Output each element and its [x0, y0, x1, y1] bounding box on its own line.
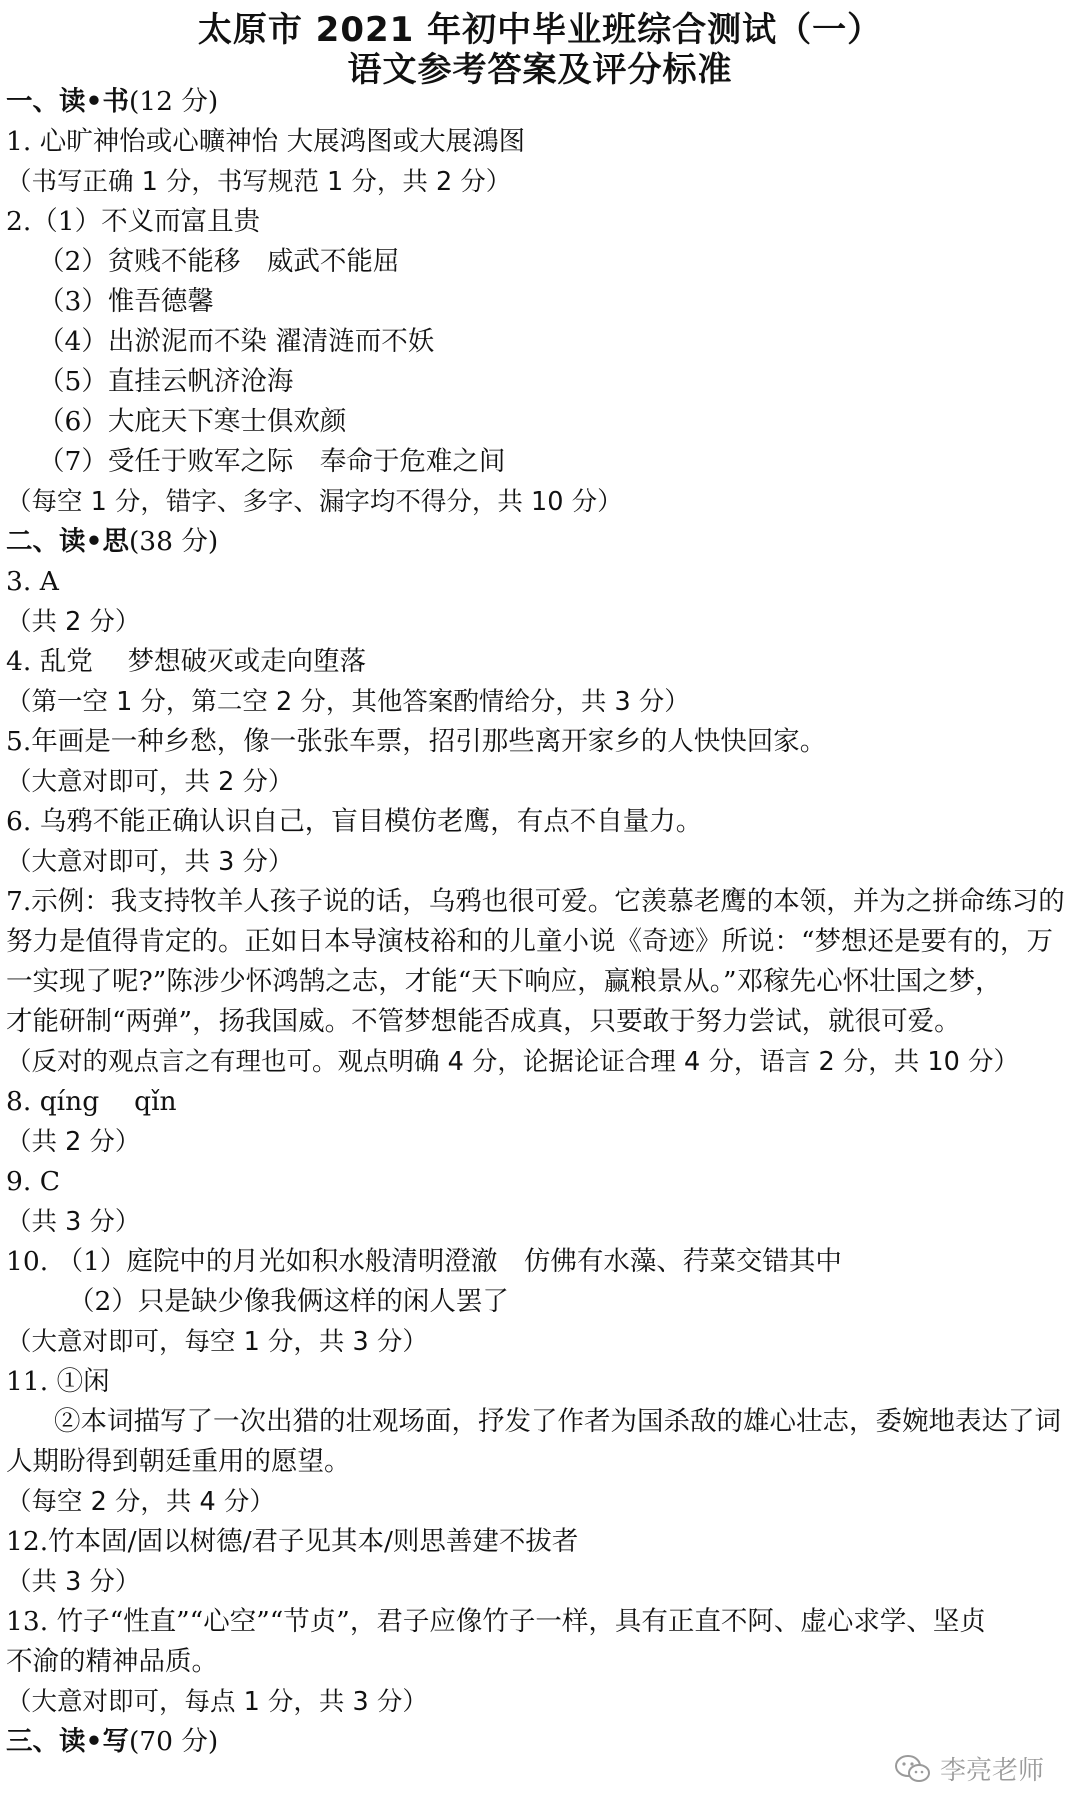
- scoring-note: （大意对即可，共 3 分）: [6, 847, 294, 877]
- answer-line: 9. C: [6, 1166, 60, 1197]
- page-subtitle: 语文参考答案及评分标准: [347, 50, 733, 90]
- section-heading-1: 一、读•书(12 分): [6, 86, 219, 117]
- section-score: (38 分): [128, 526, 219, 557]
- answer-line: 5.年画是一种乡愁，像一张张车票，招引那些离开家乡的人快快回家。: [6, 726, 827, 757]
- answer-line: 1. 心旷神怡或心曠神怡 大展鸿图或大展鴻图: [6, 126, 526, 157]
- scoring-note: （共 2 分）: [6, 1127, 141, 1157]
- answer-line: 一实现了呢?”陈涉少怀鸿鹄之志，才能“天下响应，赢粮景从。”邓稼先心怀壮国之梦，: [6, 966, 1002, 997]
- scoring-note: （大意对即可，每点 1 分，共 3 分）: [6, 1687, 428, 1717]
- scoring-note: （共 3 分）: [6, 1207, 141, 1237]
- section-heading-3: 三、读•写(70 分): [6, 1726, 219, 1757]
- answer-line: 4. 乱党 梦想破灭或走向堕落: [6, 646, 367, 677]
- answer-line: 13. 竹子“性直”“心空”“节贞”，君子应像竹子一样，具有正直不阿、虚心求学、坚贞: [6, 1606, 986, 1637]
- scoring-note: （反对的观点言之有理也可。观点明确 4 分，论据论证合理 4 分，语言 2 分，共 10 分）: [6, 1047, 1019, 1077]
- answer-line: 人期盼得到朝廷重用的愿望。: [6, 1446, 351, 1477]
- answer-line: （2）只是缺少像我俩这样的闲人罢了: [68, 1286, 509, 1317]
- answer-line: 7.示例：我支持牧羊人孩子说的话，乌鸦也很可爱。它羡慕老鹰的本领，并为之拼命练习的: [6, 886, 1065, 917]
- watermark-label: 李亮老师: [939, 1756, 1044, 1786]
- answer-line: （7）受任于败军之际 奉命于危难之间: [38, 446, 506, 477]
- scoring-note: （大意对即可，每空 1 分，共 3 分）: [6, 1327, 428, 1357]
- wechat-icon: [894, 1754, 932, 1784]
- answer-line: 11. ①闲: [6, 1366, 110, 1397]
- section-score: (70 分): [128, 1726, 219, 1757]
- section-score: (12 分): [128, 86, 219, 117]
- page-title: 太原市 2021 年初中毕业班综合测试（一）: [197, 10, 883, 50]
- answer-line: （2）贫贱不能移 威武不能屈: [38, 246, 400, 277]
- answer-line: （5）直挂云帆济沧海: [38, 366, 294, 397]
- scoring-note: （每空 1 分，错字、多字、漏字均不得分，共 10 分）: [6, 487, 623, 517]
- answer-line: 不渝的精神品质。: [6, 1646, 218, 1677]
- answer-line: 8. qíng qǐn: [6, 1086, 177, 1117]
- answer-line: 2.（1）不义而富且贵: [6, 206, 261, 237]
- scoring-note: （每空 2 分，共 4 分）: [6, 1487, 275, 1517]
- answer-line: （6）大庇天下寒士俱欢颜: [38, 406, 347, 437]
- answer-line: 才能研制“两弹”，扬我国威。不管梦想能否成真，只要敢于努力尝试，就很可爱。: [6, 1006, 961, 1037]
- scoring-note: （第一空 1 分，第二空 2 分，其他答案酌情给分，共 3 分）: [6, 687, 690, 717]
- answer-line: ②本词描写了一次出猎的壮观场面，抒发了作者为国杀敌的雄心壮志，委婉地表达了词: [54, 1406, 1061, 1437]
- scoring-note: （大意对即可，共 2 分）: [6, 767, 294, 797]
- scoring-note: （共 3 分）: [6, 1567, 141, 1597]
- answer-line: （4）出淤泥而不染 濯清涟而不妖: [38, 326, 435, 357]
- answer-line: 10. （1）庭院中的月光如积水般清明澄澈 仿佛有水藻、荇菜交错其中: [6, 1246, 842, 1277]
- answer-line: 12.竹本固/固以树德/君子见其本/则思善建不拔者: [6, 1526, 579, 1557]
- answer-line: （3）惟吾德馨: [38, 286, 214, 317]
- scoring-note: （书写正确 1 分，书写规范 1 分，共 2 分）: [6, 167, 512, 197]
- watermark: [894, 1750, 1044, 1787]
- answer-line: 6. 乌鸦不能正确认识自己，盲目模仿老鹰，有点不自量力。: [6, 806, 703, 837]
- section-heading-2: 二、读•思(38 分): [6, 526, 219, 557]
- scoring-note: （共 2 分）: [6, 607, 141, 637]
- answer-line: 3. A: [6, 566, 59, 597]
- answer-line: 努力是值得肯定的。正如日本导演枝裕和的儿童小说《奇迹》所说：“梦想还是要有的，万: [6, 926, 1054, 957]
